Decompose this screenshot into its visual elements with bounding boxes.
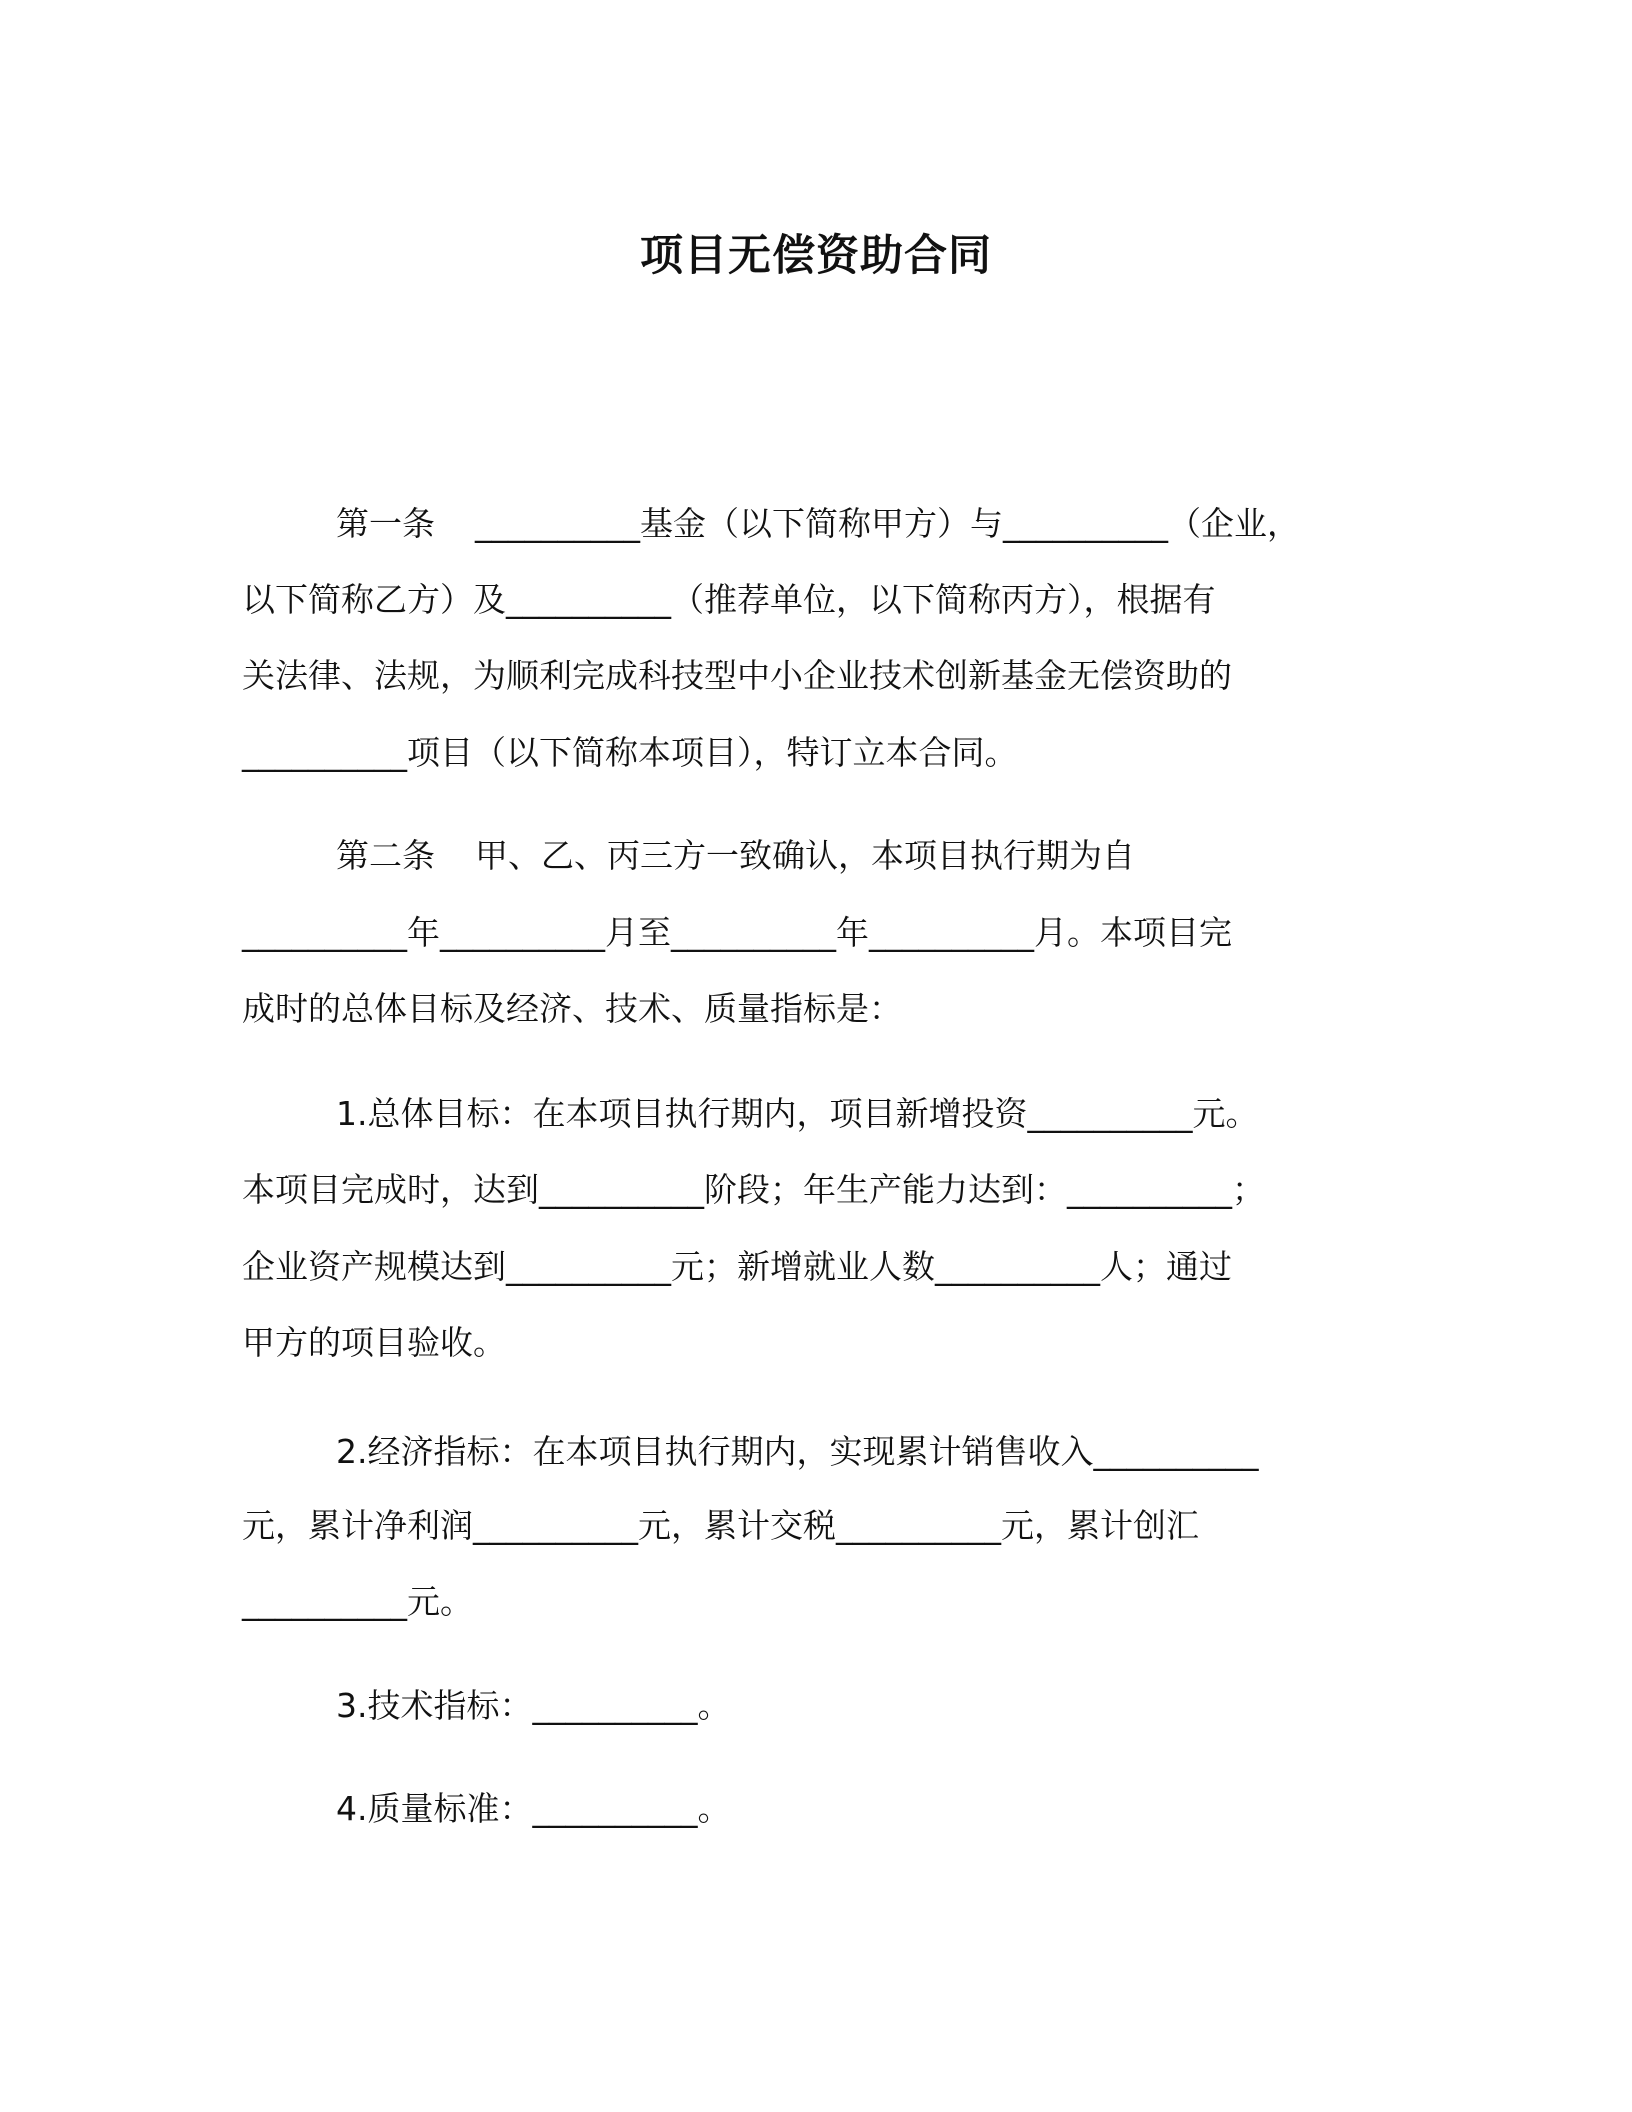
article-2-label: 第二条: [336, 836, 435, 875]
item-1-line-4: 甲方的项目验收。: [242, 1323, 506, 1362]
article-1-line-1: [336, 498, 1300, 545]
article-1-line-1-text: __________基金（以下简称甲方）与__________（企业，: [475, 504, 1300, 543]
article-1-line-2: 以下简称乙方）及__________（推荐单位，以下简称丙方），根据有: [242, 580, 1216, 619]
document-title: 项目无偿资助合同: [640, 231, 992, 281]
item-3-line-1: 3.技术指标：__________。: [336, 1686, 731, 1725]
item-1-line-1: 1.总体目标：在本项目执行期内，项目新增投资__________元。: [336, 1094, 1259, 1133]
article-2-line-3: 成时的总体目标及经济、技术、质量指标是：: [242, 989, 902, 1028]
item-2-line-2: 元，累计净利润__________元，累计交税__________元，累计创汇: [242, 1506, 1199, 1545]
article-2-line-2: __________年__________月至__________年__________月。本项目完: [242, 913, 1232, 952]
article-1-line-3: 关法律、法规，为顺利完成科技型中小企业技术创新基金无偿资助的: [242, 656, 1232, 695]
item-1-line-3: 企业资产规模达到__________元；新增就业人数__________人；通过: [242, 1247, 1232, 1286]
article-1-line-4: __________项目（以下简称本项目），特订立本合同。: [242, 733, 1018, 772]
article-1-label: 第一条: [336, 504, 435, 543]
item-4-line-1: 4.质量标准：__________。: [336, 1789, 731, 1828]
item-2-line-3: __________元。: [242, 1582, 473, 1621]
item-1-line-2: 本项目完成时，达到__________阶段；年生产能力达到：__________；: [242, 1170, 1265, 1209]
article-2-line-1-text: 甲、乙、丙三方一致确认，本项目执行期为自: [475, 836, 1135, 875]
article-2-line-1: [336, 830, 1135, 877]
item-2-line-1: 2.经济指标：在本项目执行期内，实现累计销售收入__________: [336, 1432, 1259, 1471]
